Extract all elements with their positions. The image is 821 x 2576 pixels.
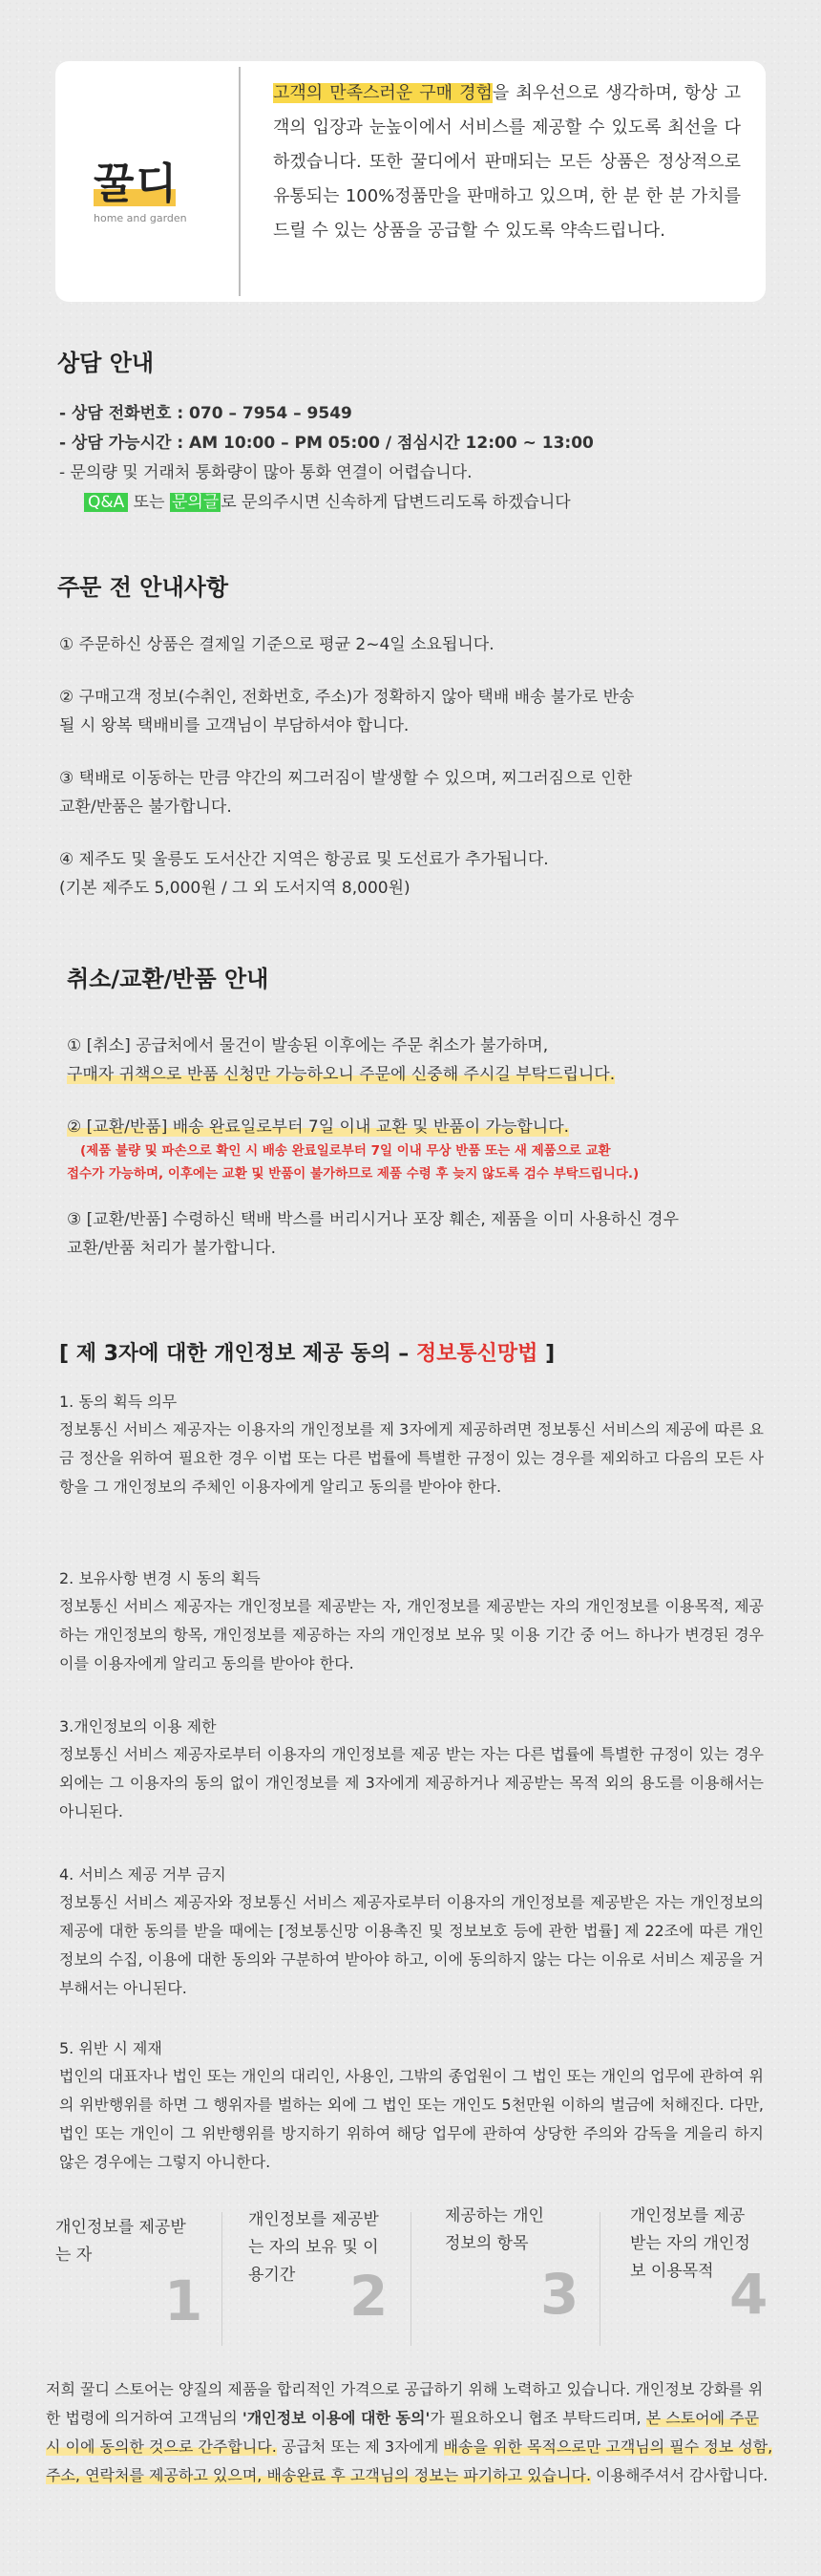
cancel-item-1b (67, 1060, 615, 1084)
cancel-item-1b-text: 구매자 귀책으로 반품 신청만 가능하오니 주문에 신중해 주시길 부탁드립니다. (67, 1065, 616, 1084)
closing-text (46, 2375, 775, 2490)
consult-contact-line (84, 488, 571, 512)
column-3-label: 제공하는 개인정보의 항목 (445, 2206, 544, 2253)
cancel-item-1a: ① [취소] 공급처에서 물건이 발송된 이후에는 주문 취소가 불가하며, (67, 1036, 549, 1055)
consult-title: 상담 안내 (57, 350, 155, 376)
cancel-red-2: 접수가 가능하며, 이후에는 교환 및 반품이 불가하므로 제품 수령 후 늦지 않도록 검수 부탁드립니다.) (67, 1166, 640, 1182)
closing-highlight-2: 배송을 위한 목적으로만 고객님의 필수 정보 성함, 주소, 연락처를 제공하고 있으며, 배송완료 후 고객님의 정보는 파기하고 있습니다. (46, 2438, 773, 2484)
order-item-4a: ④ 제주도 및 울릉도 도서산간 지역은 항공료 및 도선료가 추가됩니다. (59, 850, 549, 869)
column-divider (221, 2212, 222, 2346)
closing-highlight-1: 본 스토어에 주문 시 이에 동의한 것으로 간주합니다. (46, 2409, 760, 2456)
policy-head-red: 정보통신망법 (415, 1342, 538, 1366)
policy-section-4-title: 4. 서비스 제공 거부 금지 (59, 1865, 226, 1884)
intro-text (273, 76, 741, 248)
closing-bold: '개인정보 이용에 대한 동의' (242, 2409, 431, 2427)
order-title: 주문 전 안내사항 (57, 574, 228, 601)
cancel-item-2-text: ② [교환/반품] 배송 완료일로부터 7일 이내 교환 및 반품이 가능합니다. (67, 1118, 570, 1137)
policy-section-1-title: 1. 동의 획득 의무 (59, 1393, 178, 1411)
policy-section-5-title: 5. 위반 시 제재 (59, 2039, 162, 2057)
column-2-label: 개인정보를 제공받는 자의 보유 및 이용기간 (248, 2210, 379, 2285)
brand-tagline: home and garden (94, 212, 187, 224)
order-item-3a: ③ 택배로 이동하는 만큼 약간의 찌그러짐이 발생할 수 있으며, 찌그러짐으로 인한 (59, 769, 633, 788)
policy-section-1-body: 정보통신 서비스 제공자는 이용자의 개인정보를 제 3자에게 제공하려면 정보통신 서비스의 제공에 따른 요금 정산을 위하여 필요한 경우 이법 또는 다른 법률에 특별한 규정이 있는 경우를 제외하고 다음의 모든 사항을 그 개인정보의 주체인 이용자에게 알리고 동의를 받아야 한다. (59, 1420, 764, 1496)
policy-section-2-title: 2. 보유사항 변경 시 동의 획득 (59, 1569, 261, 1587)
consult-tail: 로 문의주시면 신속하게 답변드리도록 하겠습니다 (221, 493, 571, 512)
closing-part-2: 가 필요하오니 협조 부탁드리며, (430, 2409, 646, 2427)
cancel-title: 취소/교환/반품 안내 (67, 966, 269, 992)
policy-head-prefix: [ 제 3자에 대한 개인정보 제공 동의 – (59, 1342, 416, 1366)
closing-part-1: 저희 꿀디 스토어는 양질의 제품을 합리적인 가격으로 공급하기 위해 노력하고 있습니다. 개인정보 강화를 위한 법령에 의거하여 고객님의 (46, 2380, 764, 2427)
policy-section-4-body: 정보통신 서비스 제공자와 정보통신 서비스 제공자로부터 이용자의 개인정보를 제공받은 자는 개인정보의 제공에 대한 동의를 받을 때에는 [정보통신망 이용촉진 및 정보보호 등에 관한 법률] 제 22조에 따른 개인 정보의 수집, 이용에 대한 동의와 구분하여 받아야 하고, 이에 동의하지 않는 다는 이유로 서비스 제공을 거부해서는 아니된다. (59, 1893, 764, 1997)
closing-part-3: 공급처 또는 제 3자에게 (276, 2438, 444, 2456)
policy-section-2-body: 정보통신 서비스 제공자는 개인정보를 제공받는 자, 개인정보를 제공받는 자의 개인정보를 이용목적, 제공하는 개인정보의 항목, 개인정보를 제공하는 자의 개인정보 보유 및 이용 기간 중 어느 하나가 변경된 경우 이를 이용자에게 알리고 동의를 받아야 한다. (59, 1597, 764, 1672)
column-divider (410, 2212, 411, 2346)
policy-heading (59, 1337, 555, 1367)
qna-link[interactable]: Q&A (84, 493, 128, 512)
consult-note: - 문의량 및 거래처 통화량이 많아 통화 연결이 어렵습니다. (59, 463, 473, 482)
cancel-item-2-red-2 (67, 1162, 639, 1182)
intro-highlight: 고객의 만족스러운 구매 경험 (273, 83, 493, 103)
cancel-item-3b: 교환/반품 처리가 불가합니다. (67, 1239, 277, 1258)
card-divider (239, 67, 241, 296)
intro-body: 을 최우선으로 생각하며, 항상 고객의 입장과 눈높이에서 서비스를 제공할 수 있도록 최선을 다하겠습니다. 또한 꿀디에서 판매되는 모든 상품은 정상적으로 유통되는 100%정품만을 판매하고 있으며, 한 분 한 분 가치를 드릴 수 있는 상품을 공급할 수 있도록 약속드립니다. (273, 83, 741, 241)
consult-or: 또는 (128, 493, 170, 512)
column-4-number: 4 (729, 2262, 768, 2327)
closing-part-4: 이용해주셔서 감사합니다. (591, 2466, 768, 2484)
cancel-red-1: (제품 불량 및 파손으로 확인 시 배송 완료일로부터 7일 이내 무상 반품 또는 새 제품으로 교환 (80, 1143, 611, 1159)
inquiry-link[interactable]: 문의글 (171, 493, 220, 512)
consult-phone: - 상담 전화번호 : 070 – 7954 – 9549 (59, 404, 352, 423)
brand-logo: 꿀디 (94, 160, 179, 208)
policy-head-suffix: ] (537, 1342, 556, 1366)
column-3-number: 3 (540, 2262, 579, 2327)
column-2-number: 2 (349, 2264, 389, 2329)
policy-section-3-body: 정보통신 서비스 제공자로부터 이용자의 개인정보를 제공 받는 자는 다른 법률에 특별한 규정이 있는 경우 외에는 그 이용자의 동의 없이 개인정보를 제 3자에게 제공하거나 제공받는 목적 외의 용도를 이용해서는 아니된다. (59, 1745, 764, 1820)
order-item-3b: 교환/반품은 불가합니다. (59, 798, 232, 817)
order-item-2b: 될 시 왕복 택배비를 고객님이 부담하셔야 합니다. (59, 716, 410, 735)
order-item-2a: ② 구매고객 정보(수취인, 전화번호, 주소)가 정확하지 않아 택배 배송 불가로 반송 (59, 688, 635, 707)
column-1-number: 1 (164, 2268, 203, 2333)
cancel-item-2-red-1 (80, 1139, 611, 1160)
policy-section-3-title: 3.개인정보의 이용 제한 (59, 1717, 217, 1735)
policy-section-5-body: 법인의 대표자나 법인 또는 개인의 대리인, 사용인, 그밖의 종업원이 그 법인 또는 개인의 업무에 관하여 위의 위반행위를 하면 그 행위자를 벌하는 외에 그 법인 또는 개인도 5천만원 이하의 벌금에 처해진다. 다만, 법인 또는 개인이 그 위반행위를 방지하기 위하여 해당 업무에 관하여 상당한 주의와 감독을 게을리 하지 않은 경우에는 그렇지 아니한다. (59, 2067, 764, 2171)
order-item-4b: (기본 제주도 5,000원 / 그 외 도서지역 8,000원) (59, 879, 410, 898)
order-item-1: ① 주문하신 상품은 결제일 기준으로 평균 2~4일 소요됩니다. (59, 635, 495, 654)
cancel-item-2 (67, 1113, 569, 1137)
column-1-label: 개인정보를 제공받는 자 (55, 2218, 186, 2265)
consult-hours: - 상담 가능시간 : AM 10:00 – PM 05:00 / 점심시간 12:00 ~ 13:00 (59, 434, 594, 453)
column-4-label: 개인정보를 제공받는 자의 개인정보 이용목적 (630, 2206, 750, 2281)
cancel-item-3a: ③ [교환/반품] 수령하신 택배 박스를 버리시거나 포장 훼손, 제품을 이미 사용하신 경우 (67, 1210, 680, 1229)
